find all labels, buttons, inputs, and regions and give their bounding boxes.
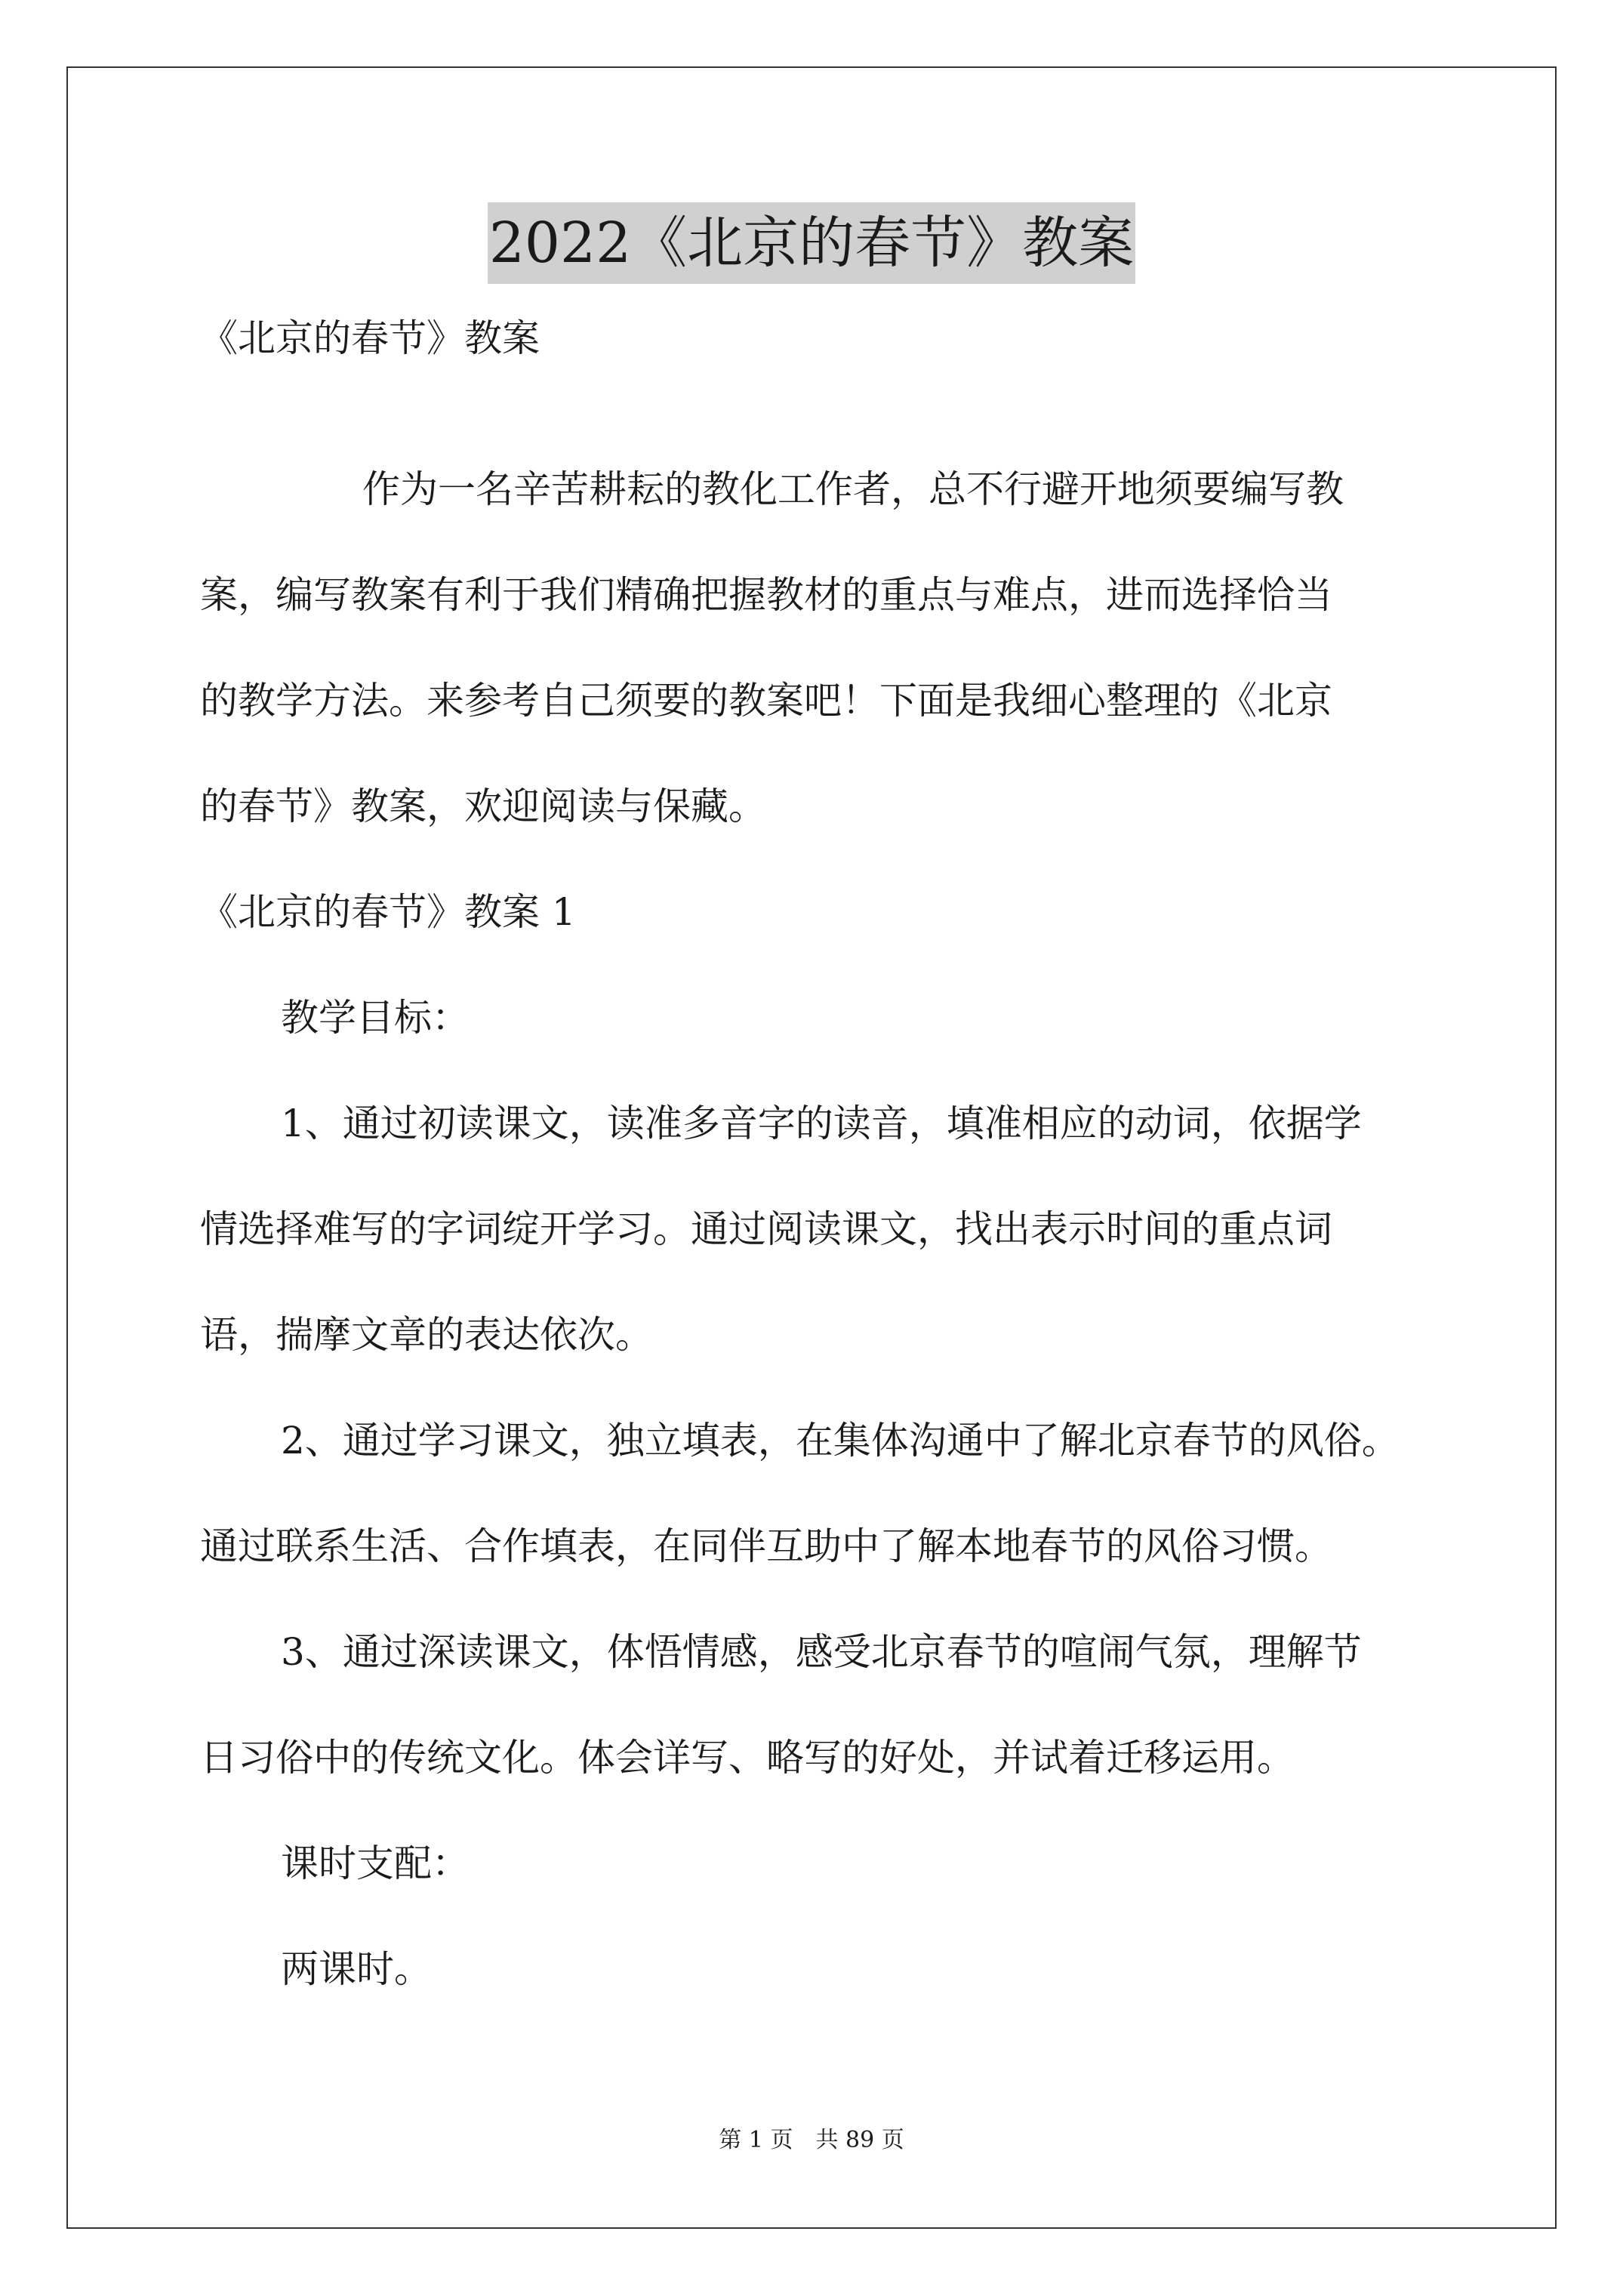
paragraph-line: 的春节》教案，欢迎阅读与保藏。 (200, 784, 766, 828)
paragraph-line: 教学目标： (281, 996, 470, 1040)
document-title: 2022《北京的春节》教案 (488, 202, 1135, 284)
subtitle-line: 《北京的春节》教案 (200, 316, 540, 360)
title-container (0, 202, 1623, 284)
page-border (66, 66, 1557, 2229)
paragraph-line: 情选择难写的字词绽开学习。通过阅读课文，找出表示时间的重点词 (200, 1207, 1332, 1251)
section-heading: 《北京的春节》教案 1 (200, 890, 576, 934)
paragraph-line: 语，揣摩文章的表达依次。 (200, 1313, 653, 1357)
paragraph-line: 作为一名辛苦耕耘的教化工作者，总不行避开地须要编写教 (362, 467, 1344, 511)
paragraph-line: 日习俗中的传统文化。体会详写、略写的好处，并试着迁移运用。 (200, 1736, 1295, 1780)
paragraph-line: 通过联系生活、合作填表，在同伴互助中了解本地春节的风俗习惯。 (200, 1524, 1332, 1568)
page-number-footer: 第 1 页 共 89 页 (719, 2127, 904, 2153)
paragraph-line: 2、通过学习课文，独立填表，在集体沟通中了解北京春节的风俗。 (281, 1419, 1400, 1462)
paragraph-line: 3、通过深读课文，体悟情感，感受北京春节的喧闹气氛，理解节 (281, 1630, 1362, 1674)
paragraph-line: 的教学方法。来参考自己须要的教案吧！下面是我细心整理的《北京 (200, 679, 1332, 723)
paragraph-line: 1、通过初读课文，读准多音字的读音，填准相应的动词，依据学 (281, 1102, 1362, 1145)
paragraph-line: 两课时。 (281, 1947, 432, 1991)
paragraph-line: 案，编写教案有利于我们精确把握教材的重点与难点，进而选择恰当 (200, 573, 1332, 617)
paragraph-line: 课时支配： (281, 1841, 470, 1885)
